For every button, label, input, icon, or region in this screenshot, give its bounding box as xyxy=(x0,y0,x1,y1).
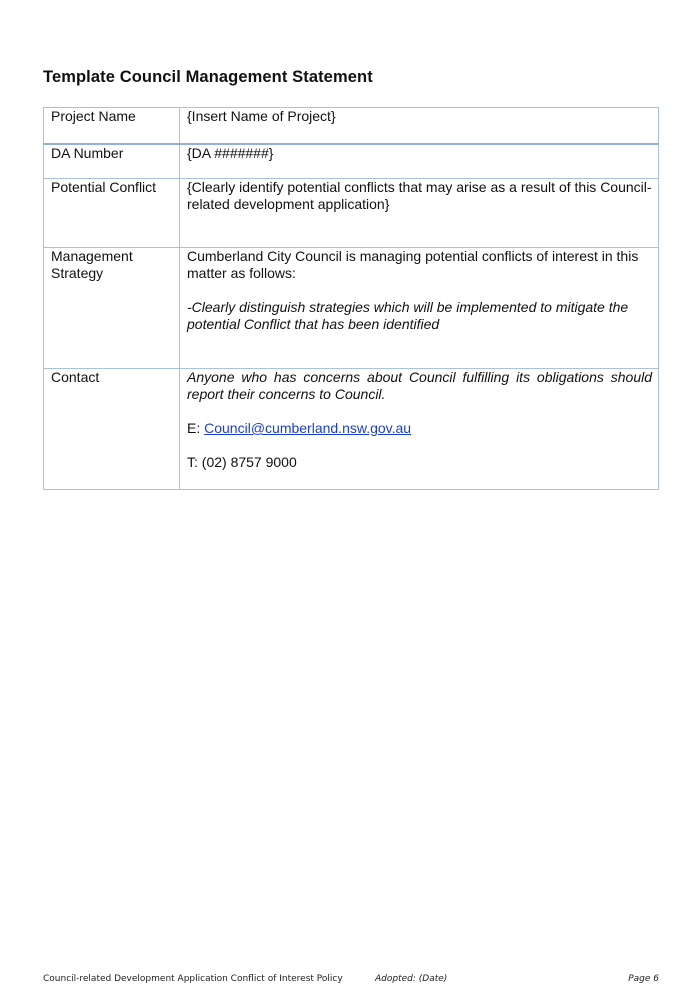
contact-cell xyxy=(180,369,659,490)
contact-phone: T: (02) 8757 9000 xyxy=(187,454,297,470)
management-strategy-label: Management Strategy xyxy=(44,248,180,369)
contact-email-line xyxy=(187,420,652,437)
page-title: Template Council Management Statement xyxy=(43,68,373,86)
contact-email-link[interactable]: Council@cumberland.nsw.gov.au xyxy=(204,420,412,436)
potential-conflict-label: Potential Conflict xyxy=(44,179,180,248)
da-number-label: DA Number xyxy=(44,144,180,179)
management-strategy-detail: -Clearly distinguish strategies which will be implemented to mitigate the potential Conflict that has been identified xyxy=(187,299,629,332)
table-row-contact xyxy=(44,369,659,490)
contact-label: Contact xyxy=(44,369,180,490)
management-strategy-cell xyxy=(180,248,659,369)
da-number-value: {DA #######} xyxy=(180,144,659,179)
contact-note: Anyone who has concerns about Council fulfilling its obligations should report their concerns to Council. xyxy=(187,369,652,402)
table-row-da-number xyxy=(44,144,659,179)
project-name-value: {Insert Name of Project} xyxy=(180,108,659,144)
footer-page-number: Page 6 xyxy=(628,974,659,984)
table-row-potential-conflict xyxy=(44,179,659,248)
footer-document-name: Council-related Development Application Conflict of Interest Policy xyxy=(43,974,343,984)
table-row-management-strategy xyxy=(44,248,659,369)
project-name-label: Project Name xyxy=(44,108,180,144)
management-strategy-intro: Cumberland City Council is managing potential conflicts of interest in this matter as follows: xyxy=(187,248,639,281)
contact-email-prefix: E: xyxy=(187,420,205,436)
management-statement-table xyxy=(43,107,659,490)
potential-conflict-value: {Clearly identify potential conflicts that may arise as a result of this Council-related development application} xyxy=(180,179,659,248)
footer-adopted-date: Adopted: (Date) xyxy=(375,974,448,984)
table-row-project-name xyxy=(44,108,659,144)
